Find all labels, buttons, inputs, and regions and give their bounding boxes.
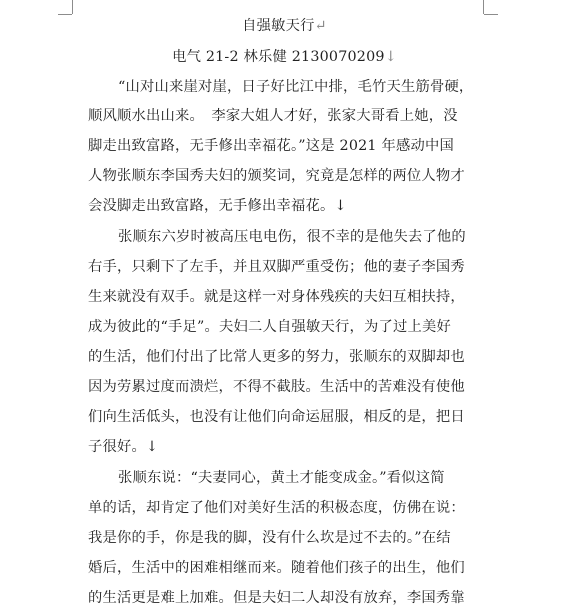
text-line[interactable]: 的生活，他们付出了比常人更多的努力，张顺东的双脚却也 <box>88 349 465 365</box>
title-text: 自强敏天行 <box>242 18 315 34</box>
text-line[interactable]: 因为劳累过度而溃烂，不得不截肢。生活中的苦难没有使他 <box>88 379 465 395</box>
text-line[interactable]: 婚后，生活中的困难相继而来。随着他们孩子的出生，他们 <box>88 560 465 576</box>
crop-mark-top-right <box>483 0 484 14</box>
text-line[interactable]: 会没脚走出致富路，无手修出幸福花。↓ <box>88 198 347 214</box>
text-line[interactable]: 顺风顺水出山来。 李家大姐人才好，张家大哥看上她，没 <box>88 108 458 124</box>
crop-mark-top-left <box>58 14 72 15</box>
crop-mark-top-left <box>72 0 73 14</box>
text-line[interactable]: “山对山来崖对崖，日子好比江中排，毛竹天生筋骨硬， <box>118 79 474 95</box>
document-title[interactable] <box>80 17 489 35</box>
text-line[interactable]: 成为彼此的“手足”。夫妇二人自强敏天行，为了过上美好 <box>88 319 451 335</box>
byline-text: 电气 21-2 林乐健 2130070209 <box>172 49 385 65</box>
text-line[interactable]: 生来就没有双手。就是这样一对身体残疾的夫妇互相扶持， <box>88 289 465 305</box>
paragraph-mark: ↵ <box>314 18 327 34</box>
text-line[interactable]: 我是你的手，你是我的脚，没有什么坎是过不去的。”在结 <box>88 530 451 546</box>
text-line[interactable]: 人物张顺东李国秀夫妇的颁奖词，究竟是怎样的两位人物才 <box>88 168 465 184</box>
line-break-mark: ↓ <box>384 49 397 65</box>
text-line[interactable]: 张顺东六岁时被高压电电伤，很不幸的是他失去了他的 <box>118 229 466 245</box>
text-line[interactable]: 右手，只剩下了左手，并且双脚严重受伤；他的妻子李国秀 <box>88 259 465 275</box>
text-line[interactable]: 张顺东说：“夫妻同心，黄土才能变成金。”看似这简 <box>118 470 445 486</box>
text-line[interactable]: 子很好。↓ <box>88 439 159 455</box>
text-line[interactable]: 的生活更是难上加难。但是夫妇二人却没有放弃，李国秀靠 <box>88 590 465 606</box>
document-byline[interactable] <box>80 48 489 66</box>
text-line[interactable]: 单的话，却肯定了他们对美好生活的积极态度，仿佛在说： <box>88 500 465 516</box>
text-line[interactable]: 脚走出致富路，无手修出幸福花。”这是 2021 年感动中国 <box>88 138 454 154</box>
text-line[interactable]: 们向生活低头，也没有让他们向命运屈服，相反的是，把日 <box>88 409 465 425</box>
crop-mark-top-right <box>484 14 498 15</box>
